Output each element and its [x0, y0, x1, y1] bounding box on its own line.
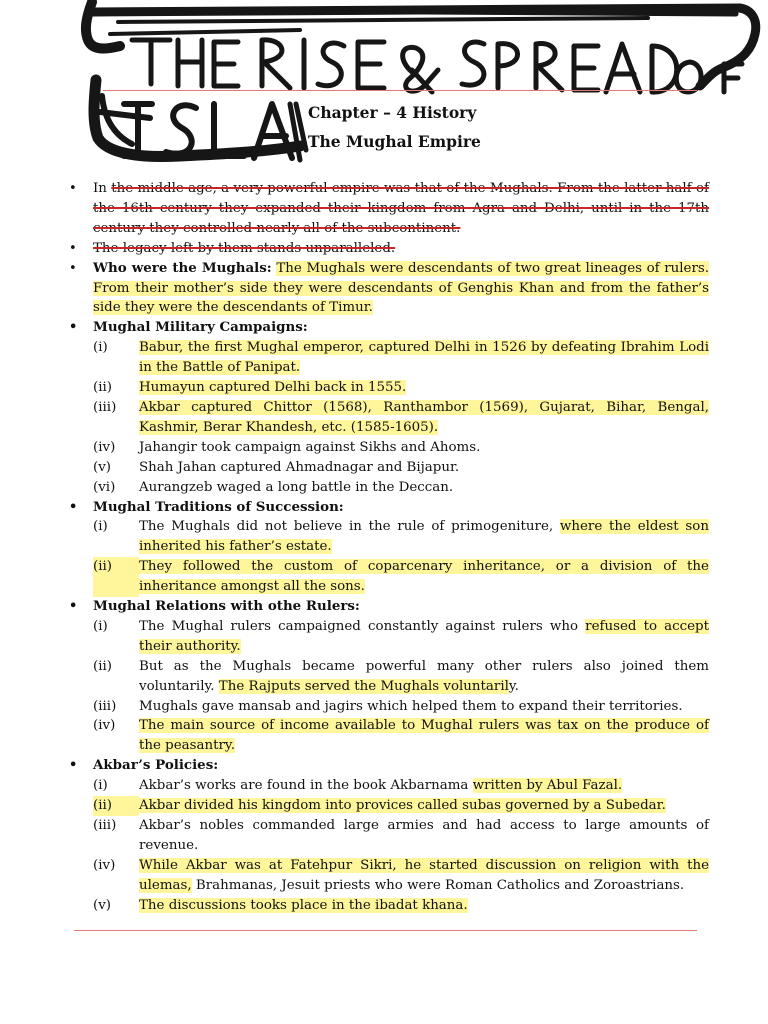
item-text: Akbar’s works are found in the book Akbarnama	[139, 778, 473, 794]
chapter-heading: Chapter – 4 History	[308, 103, 477, 122]
list-item	[93, 438, 709, 458]
item-number: (i)	[93, 340, 108, 356]
section-relations: • Mughal Relations with othe Rulers:	[93, 597, 709, 617]
item-number: (iv)	[93, 857, 116, 873]
list-item	[93, 517, 709, 557]
item-number: (ii)	[93, 557, 139, 597]
bullet-intro	[93, 179, 709, 239]
bullet-who-were-mughals	[93, 259, 709, 319]
list-item	[93, 796, 709, 816]
highlighted-text: The discussions tooks place in the ibadat khana.	[139, 897, 468, 913]
item-text: The Mughals did not believe in the rule of primogeniture,	[139, 519, 560, 535]
list-item	[93, 716, 709, 756]
item-number: (vi)	[93, 479, 116, 495]
item-text: Shah Jahan captured Ahmadnagar and Bijapur.	[139, 459, 460, 475]
item-number: (iii)	[93, 818, 117, 833]
list-item	[93, 398, 709, 438]
section-military-campaigns: • Mughal Military Campaigns:	[93, 318, 709, 338]
list-item	[93, 478, 709, 498]
list-item	[93, 697, 709, 717]
item-text: y.	[508, 678, 519, 694]
item-number: (iv)	[93, 439, 116, 455]
item-number: (i)	[93, 618, 108, 634]
section-akbar-policies: • Akbar’s Policies:	[93, 756, 709, 776]
highlighted-text: refused to accept their authority.	[139, 618, 710, 654]
item-number: (iii)	[93, 698, 117, 714]
list-item	[93, 776, 709, 796]
highlighted-text: While Akbar was at Fatehpur Sikri, he started discussion on religion with the ulemas,	[139, 857, 709, 893]
list-item	[93, 617, 709, 657]
list-item	[93, 378, 709, 398]
list-item	[93, 557, 709, 597]
top-rule-line	[103, 90, 697, 91]
bullet-legacy	[93, 239, 709, 259]
item-number: (ii)	[93, 796, 139, 816]
item-text: But as the Mughals became powerful many other rulers also joined them voluntarily.	[139, 658, 709, 694]
item-number: (v)	[93, 897, 112, 913]
list-item	[93, 896, 709, 916]
intro-lead-word: In	[93, 181, 112, 196]
item-number: (v)	[93, 459, 112, 475]
item-text: Akbar’s nobles commanded large armies and had access to large amounts of revenue.	[139, 818, 709, 853]
item-text: Brahmanas, Jesuit priests who were Roman Catholics and Zoroastrians.	[191, 877, 685, 893]
list-item	[93, 458, 709, 478]
highlighted-text: The Mughals were descendants of two great lineages of rulers. From their mother’s side they were descendants of Genghis Khan and from the father’s side they were the descendants of Timur.	[93, 260, 710, 316]
list-item	[93, 657, 709, 697]
highlighted-text: Humayun captured Delhi back in 1555.	[139, 380, 407, 396]
struck-text: the middle age, a very powerful empire was that of the Mughals. From the latter half of the 16th century they expanded their kingdom from Agra and Delhi, until in the 17th century they controlled nearly all of the subcontinent.	[93, 181, 709, 236]
item-number: (ii)	[93, 380, 113, 396]
item-text: Jahangir took campaign against Sikhs and Ahoms.	[139, 439, 481, 455]
item-number: (ii)	[93, 658, 113, 674]
item-number: (iii)	[93, 399, 117, 415]
struck-text: The legacy left by them stands unparalleled.	[93, 240, 396, 256]
page-title: The Mughal Empire	[308, 132, 481, 151]
item-number: (iv)	[93, 718, 116, 734]
highlighted-text: Akbar captured Chittor (1568), Ranthambor (1569), Gujarat, Bihar, Bengal, Kashmir, Berar Khandesh, etc. (1585-1605).	[139, 399, 709, 435]
highlighted-text: The Rajputs served the Mughals voluntaril	[218, 678, 509, 694]
list-item	[93, 338, 709, 378]
item-number: (i)	[93, 519, 108, 535]
highlighted-text: Babur, the first Mughal emperor, captured Delhi in 1526 by defeating Ibrahim Lodi in the Battle of Panipat.	[139, 340, 709, 376]
item-text: Aurangzeb waged a long battle in the Deccan.	[139, 479, 454, 495]
item-number: (i)	[93, 778, 108, 794]
bottom-rule-line	[74, 930, 697, 931]
highlighted-text: written by Abul Fazal.	[472, 778, 623, 794]
highlighted-text: where the eldest son inherited his father’s estate.	[139, 519, 709, 555]
list-item	[93, 816, 709, 856]
list-item	[93, 856, 709, 896]
section-label: Who were the Mughals:	[93, 259, 272, 276]
highlighted-text: They followed the custom of coparcenary inheritance, or a division of the inheritance amongst all the sons.	[139, 559, 709, 595]
section-succession: • Mughal Traditions of Succession:	[93, 498, 709, 518]
item-text: The Mughal rulers campaigned constantly against rulers who	[139, 618, 586, 634]
notes-body	[93, 179, 709, 916]
item-text: Mughals gave mansab and jagirs which helped them to expand their territories.	[139, 698, 683, 714]
highlighted-text: The main source of income available to Mughal rulers was tax on the produce of the peasantry.	[139, 718, 709, 754]
highlighted-text: Akbar divided his kingdom into provices called subas governed by a Subedar.	[139, 798, 666, 814]
